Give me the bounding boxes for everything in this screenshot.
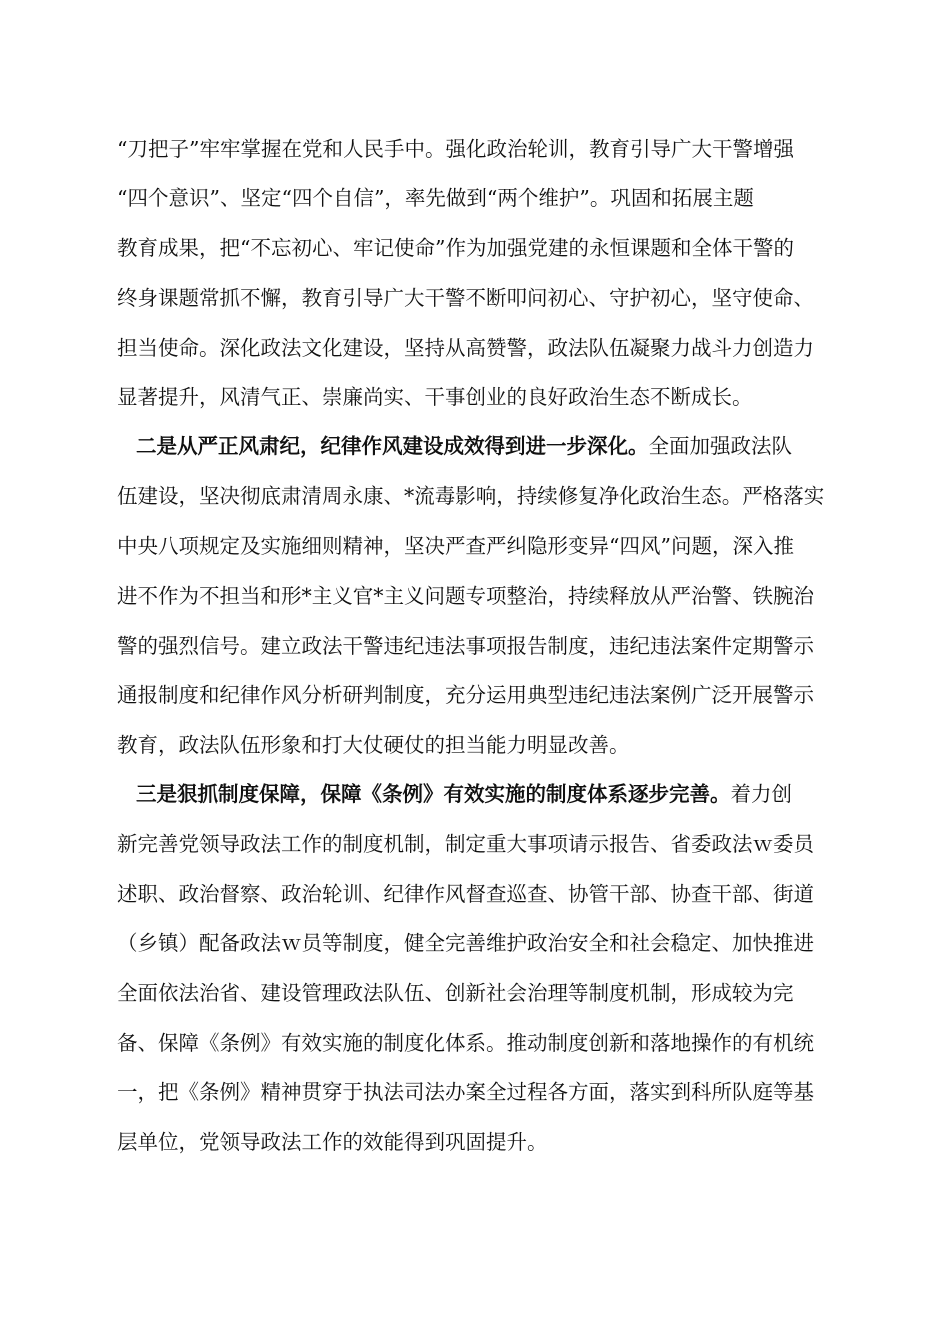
text-line: 通报制度和纪律作风分析研判制度，充分运用典型违纪违法案例广泛开展警示 [117, 683, 814, 707]
text-line: 层单位，党领导政法工作的效能得到巩固提升。 [117, 1130, 548, 1154]
text-line: 一，把《条例》精神贯穿于执法司法办案全过程各方面，落实到科所队庭等基 [117, 1080, 814, 1104]
paragraph-2-first-line: 二是从严正风肃纪，纪律作风建设成效得到进一步深化。全面加强政法队 [136, 434, 792, 458]
text-line: 教育成果，把“不忘初心、牢记使命”作为加强党建的永恒课题和全体干警的 [117, 236, 794, 260]
text-line: 担当使命。深化政法文化建设，坚持从高赞警，政法队伍凝聚力战斗力创造力 [117, 336, 814, 360]
text-line: 述职、政治督察、政治轮训、纪律作风督查巡查、协管干部、协查干部、街道 [117, 882, 814, 906]
text-line: 伍建设，坚决彻底肃清周永康、*流毒影响，持续修复净化政治生态。严格落实 [117, 484, 825, 508]
text-line: （乡镇）配备政法ｗ员等制度，健全完善维护政治安全和社会稳定、加快推进 [117, 931, 814, 955]
paragraph-3-heading: 三是狠抓制度保障，保障《条例》有效实施的制度体系逐步完善。 [136, 782, 731, 806]
text-line: 进不作为不担当和形*主义官*主义问题专项整治，持续释放从严治警、铁腕治 [117, 584, 814, 608]
text-line: 全面依法治省、建设管理政法队伍、创新社会治理等制度机制，形成较为完 [117, 981, 794, 1005]
text-line: 新完善党领导政法工作的制度机制，制定重大事项请示报告、省委政法ｗ委员 [117, 832, 814, 856]
text-line: 教育，政法队伍形象和打大仗硬仗的担当能力明显改善。 [117, 733, 630, 757]
text-line: “四个意识”、坚定“四个自信”，率先做到“两个维护”。巩固和拓展主题 [117, 186, 754, 210]
text-line: 显著提升，风清气正、崇廉尚实、干事创业的良好政治生态不断成长。 [117, 385, 753, 409]
text-line: 中央八项规定及实施细则精神，坚决严查严纠隐形变异“四风”问题，深入推 [117, 534, 794, 558]
paragraph-2-heading: 二是从严正风肃纪，纪律作风建设成效得到进一步深化。 [136, 434, 649, 458]
text-line: “刀把子”牢牢掌握在党和人民手中。强化政治轮训，教育引导广大干警增强 [117, 137, 794, 161]
text-line: 警的强烈信号。建立政法干警违纪违法事项报告制度，违纪违法案件定期警示 [117, 634, 814, 658]
text-line: 终身课题常抓不懈，教育引导广大干警不断叩问初心、守护初心，坚守使命、 [117, 286, 814, 310]
paragraph-3-first-line: 三是狠抓制度保障，保障《条例》有效实施的制度体系逐步完善。着力创 [136, 782, 792, 806]
text-line: 备、保障《条例》有效实施的制度化体系。推动制度创新和落地操作的有机统 [117, 1031, 814, 1055]
